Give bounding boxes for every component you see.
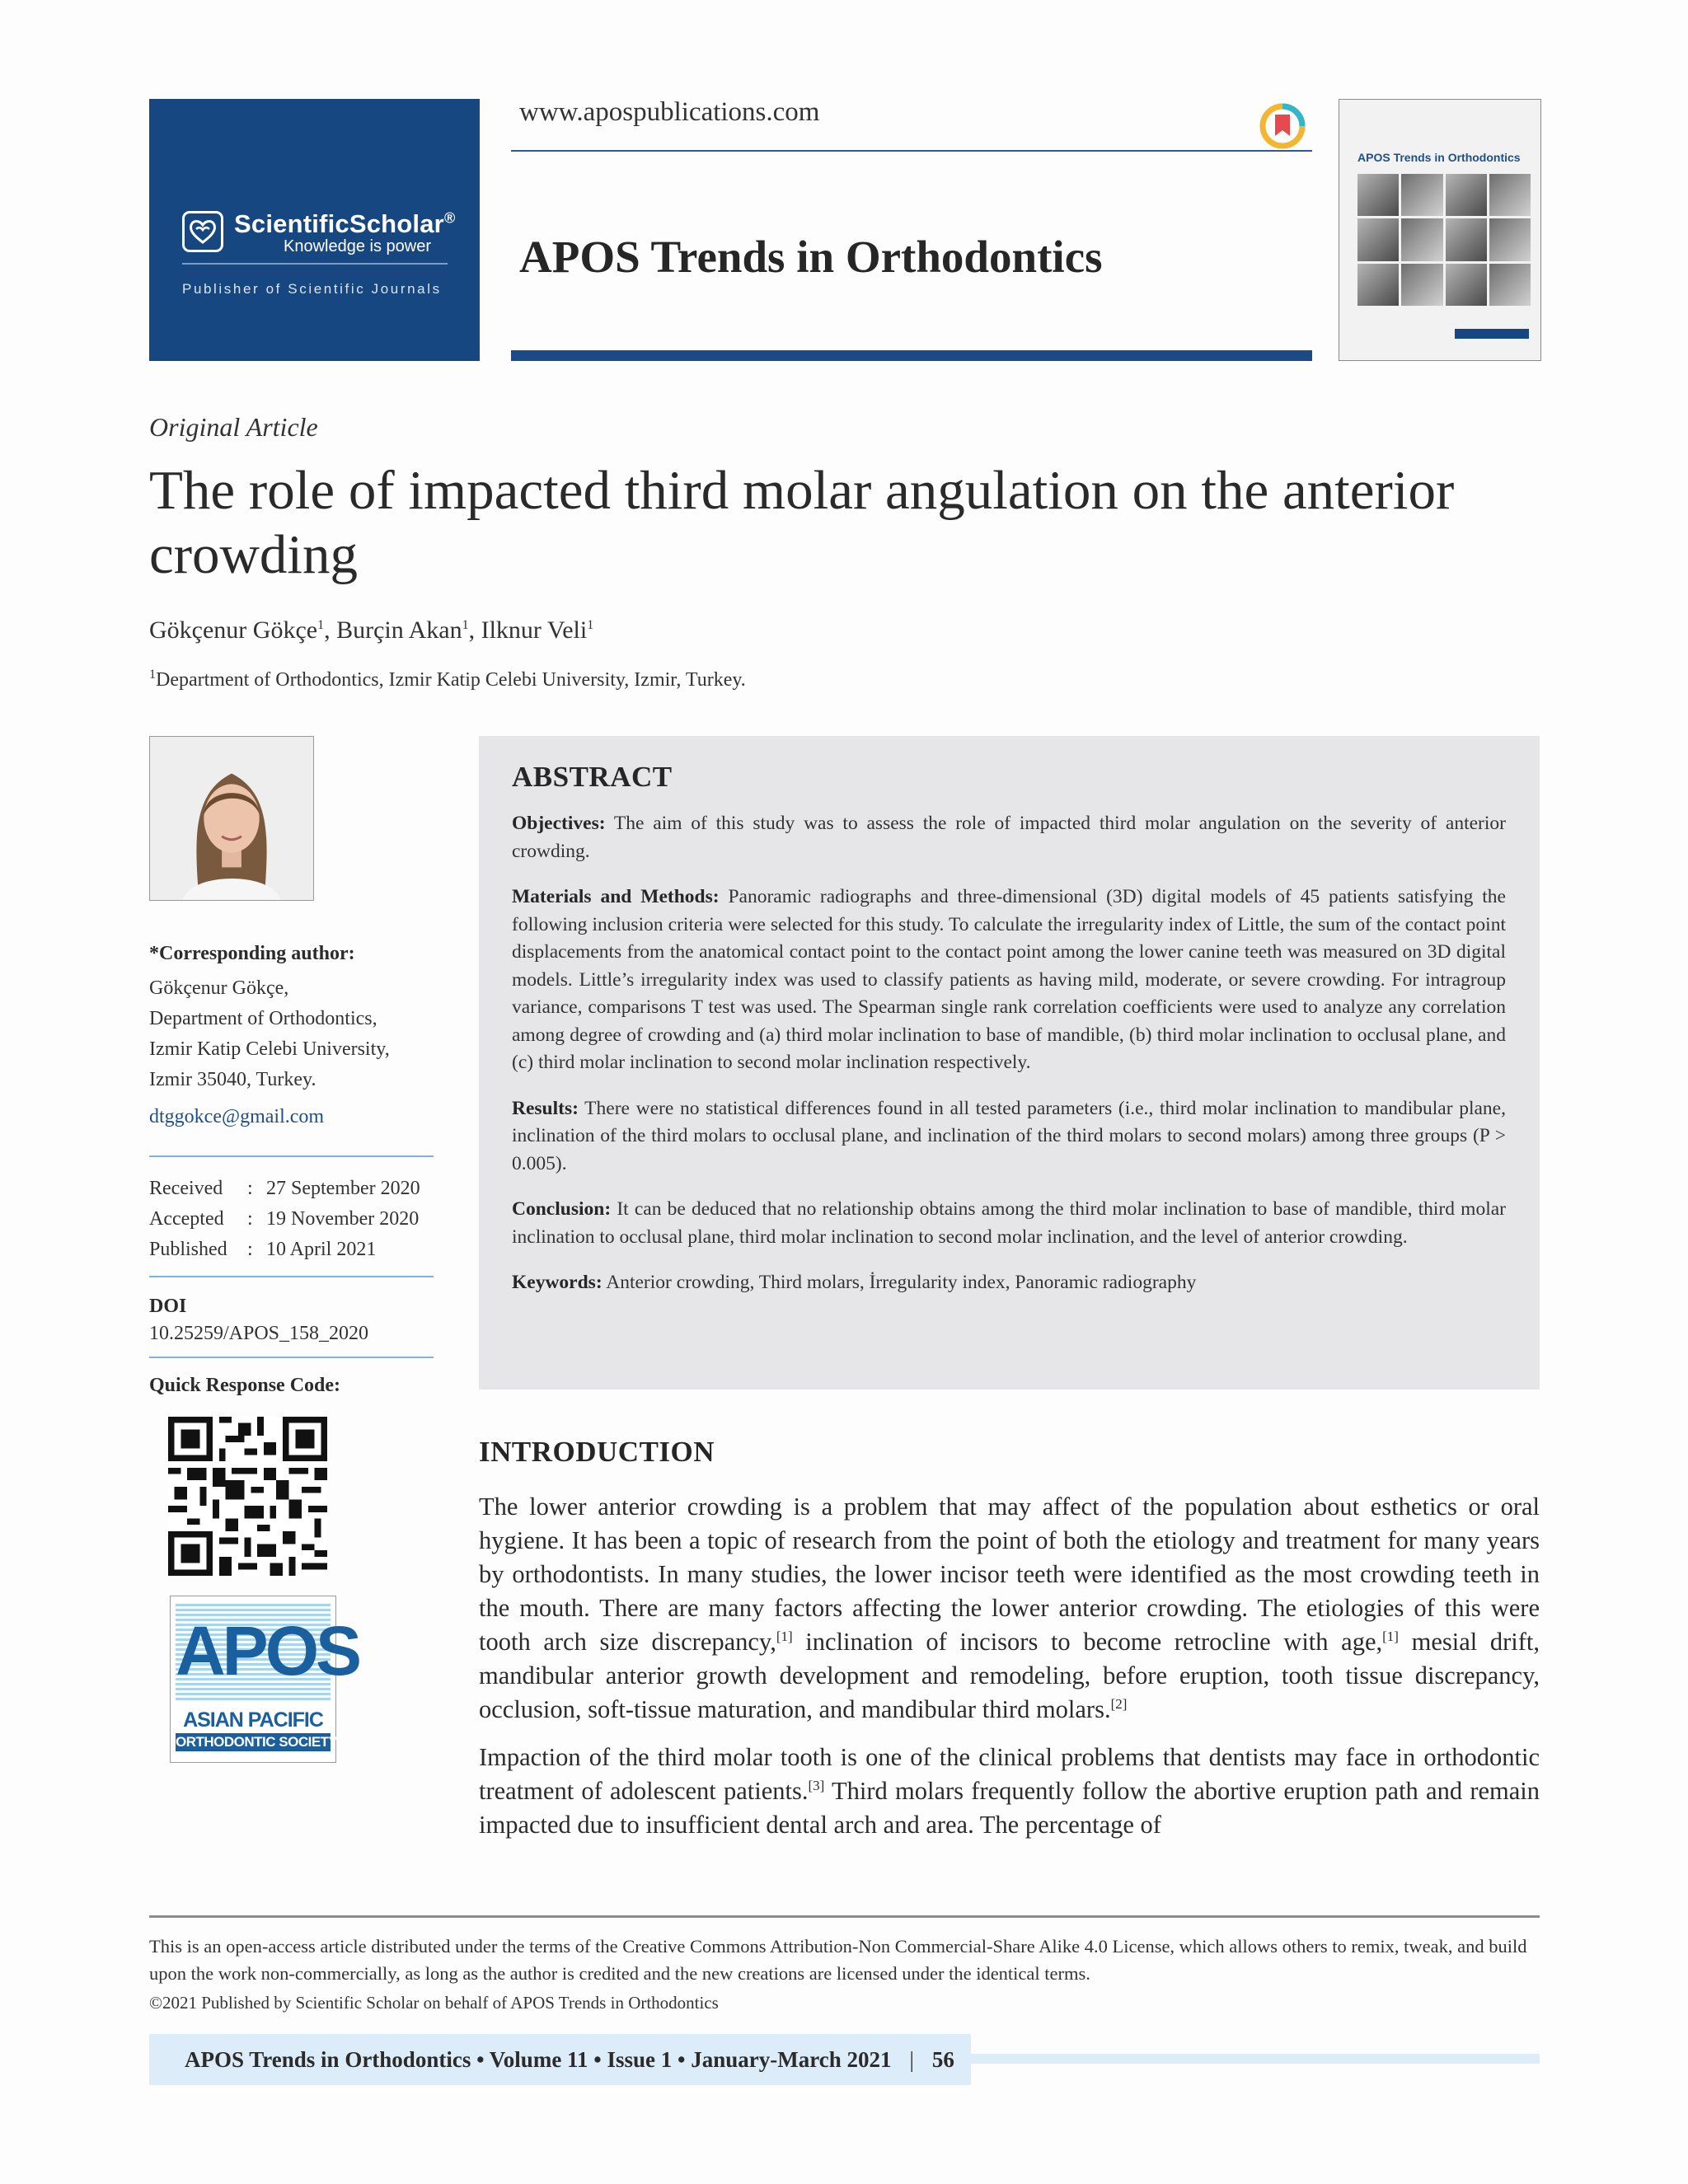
heart-hands-icon	[182, 211, 223, 252]
abstract-box	[479, 736, 1540, 1390]
qr-code-label: Quick Response Code:	[149, 1375, 341, 1396]
divider	[149, 1276, 434, 1277]
divider	[511, 350, 1312, 361]
address-line: Department of Orthodontics,	[149, 1008, 377, 1029]
abstract-conclusion: Conclusion: It can be deduced that no relationship obtains among the third molar inclination to base of mandible, third molar inclination to occlusal plane, third molar inclination to second molar inclination, and the level of anterior crowding.	[512, 1198, 1506, 1248]
abstract-results: Results: There were no statistical differences found in all tested parameters (i.e., third molar inclination to mandibular plane, inclination of the third molars to occlusal plane, and inclination of the third molars to second molars) among three groups (P > 0.005).	[512, 1097, 1506, 1174]
footer-citation: APOS Trends in Orthodontics • Volume 11 • Issue 1 • January-March 2021 | 56	[185, 2047, 954, 2072]
journal-cover-thumbnail[interactable]	[1339, 99, 1541, 361]
doi-link[interactable]: 10.25259/APOS_158_2020	[149, 1323, 369, 1344]
publisher-tagline: Knowledge is power	[284, 237, 431, 255]
author-list: Gökçenur Gökçe$^1$, Burçin Akan$^1$, Ilknur Veli$^1$	[149, 616, 594, 644]
bookmark-badge-icon	[1259, 102, 1306, 150]
date-received: Received : 27 September 2020	[149, 1178, 420, 1199]
divider	[149, 1155, 434, 1157]
address-line: Gökçenur Gökçe,	[149, 977, 289, 999]
publisher-subline: Publisher of Scientific Journals	[182, 281, 442, 297]
author-name[interactable]: Gökçenur Gökçe	[149, 616, 318, 644]
author-email-link[interactable]: dtggokce@gmail.com	[149, 1106, 325, 1127]
divider	[149, 1357, 434, 1358]
qr-code[interactable]	[168, 1417, 327, 1576]
citation-link[interactable]: [3]	[808, 1777, 825, 1793]
citation-link[interactable]: [1]	[1382, 1628, 1399, 1644]
cover-title: APOS Trends in Orthodontics	[1357, 151, 1521, 164]
introduction-body	[479, 1490, 1540, 1856]
date-published: Published : 10 April 2021	[149, 1239, 377, 1260]
license-notice: This is an open-access article distributed under the terms of the Creative Commons Attribution-Non Commercial-Share Alike 4.0 License, which allows others to remix, tweak, and build upon the work non-commercially, as long as the author is credited and the new creations are licensed under the identical terms.	[149, 1936, 1527, 1984]
affiliation: $^1$Department of Orthodontics, Izmir Katip Celebi University, Izmir, Turkey.	[149, 668, 746, 691]
journal-url-link[interactable]: www.apospublications.com	[519, 97, 820, 127]
abstract-keywords: Keywords: Anterior crowding, Third molars, İrregularity index, Panoramic radiography	[512, 1272, 1197, 1293]
citation-link[interactable]: [2]	[1110, 1695, 1128, 1712]
society-logo-word: APOS	[176, 1612, 359, 1690]
cover-publisher-mark	[1455, 329, 1529, 339]
article-type: Original Article	[149, 412, 318, 442]
address-line: Izmir 35040, Turkey.	[149, 1069, 316, 1090]
corresponding-author-address	[149, 973, 390, 1095]
divider	[149, 1915, 1540, 1918]
publisher-logo-block	[149, 99, 480, 361]
abstract-heading: ABSTRACT	[512, 761, 673, 793]
divider	[511, 150, 1312, 152]
body-paragraph: Impaction of the third molar tooth is one of the clinical problems that dentists may face in orthodontic treatment of adolescent patients.[3] Third molars frequently follow the abortive eruption path and remain impacted due to insufficient dental arch and area. The percentage of	[479, 1743, 1540, 1839]
article-dates	[149, 1174, 420, 1265]
society-logo-line: ASIAN PACIFIC	[183, 1708, 323, 1732]
date-accepted: Accepted : 19 November 2020	[149, 1208, 420, 1230]
page-number: 56	[931, 2047, 954, 2072]
abstract-methods: Materials and Methods: Panoramic radiographs and three-dimensional (3D) digital models of 45 patients satisfying the following inclusion criteria were selected for this study. To calculate the irregularity index of Little, the sum of the contact point displacements from the anatomical contact point to the contact point among the lower canine teeth was measured on 3D digital models. Little’s irregularity index was used to classify patients as having mild, moderate, or severe crowding. For intragroup variance, comparisons T test was used. The Spearman single rank correlation coefficients were used to analyze any correlation among degree of crowding and (a) third molar inclination to base of mandible, (b) third molar inclination to occlusal plane, and (c) third molar inclination to second molar inclination respectively.	[512, 886, 1506, 1073]
publisher-name: ScientificScholar®	[234, 209, 456, 238]
cover-photo-grid	[1357, 174, 1531, 306]
section-heading-introduction: INTRODUCTION	[479, 1436, 715, 1468]
author-photo	[149, 736, 314, 901]
society-logo	[170, 1596, 359, 1763]
journal-title: APOS Trends in Orthodontics	[519, 232, 1103, 282]
divider	[182, 263, 448, 265]
author-name[interactable]: Burçin Akan	[336, 616, 462, 644]
society-logo-line: ORTHODONTIC SOCIETY	[176, 1734, 338, 1750]
author-name[interactable]: Ilknur Veli	[481, 616, 588, 644]
article-title: The role of impacted third molar angulation on the anterior crowding	[149, 460, 1455, 585]
citation-link[interactable]: [1]	[776, 1628, 793, 1644]
corresponding-author-label: *Corresponding author:	[149, 943, 355, 964]
doi-label: DOI	[149, 1296, 187, 1317]
address-line: Izmir Katip Celebi University,	[149, 1038, 390, 1060]
abstract-objectives: Objectives: The aim of this study was to assess the role of impacted third molar angulation on the severity of anterior crowding.	[512, 813, 1506, 862]
copyright-notice: ©2021 Published by Scientific Scholar on behalf of APOS Trends in Orthodontics	[149, 1993, 719, 2013]
body-paragraph: The lower anterior crowding is a problem that may affect of the population about esthetics or oral hygiene. It has been a topic of research from the point of both the etiology and treatment for many years by orthodontists. In many studies, the lower incisor teeth were identified as the most crowding teeth in the mouth. There are many factors affecting the lower anterior crowding. The etiologies of this were tooth arch size discrepancy,[1] inclination of incisors to become retrocline with age,[1] mesial drift, mandibular anterior growth development and remodeling, before eruption, tooth tissue discrepancy, occlusion, soft-tissue maturation, and mandibular third molars.[2]	[479, 1493, 1540, 1723]
